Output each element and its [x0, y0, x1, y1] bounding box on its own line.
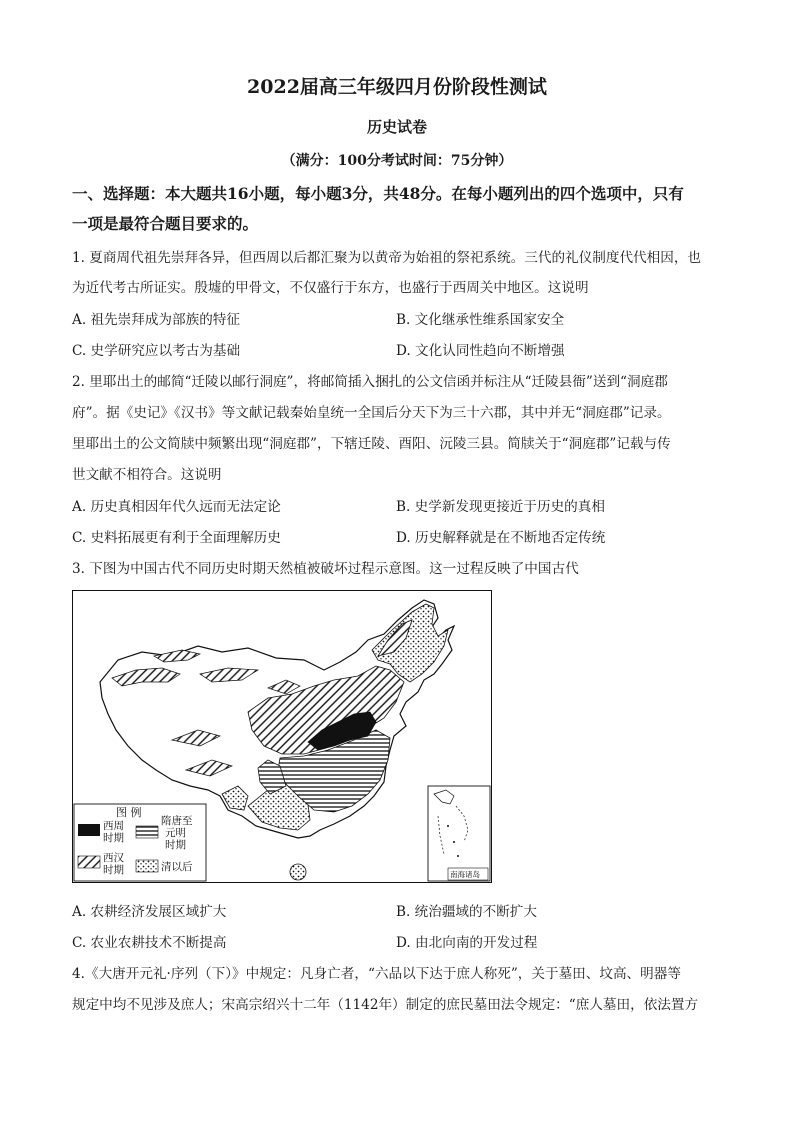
section-heading-line1: 一、选择题：本大题共16小题，每小题3分，共48分。在每小题列出的四个选项中，只有 — [72, 184, 684, 203]
q3-option-b[interactable]: B. 统治疆域的不断扩大 — [396, 904, 537, 920]
legend-label-sui-tang-2: 元明 — [165, 827, 186, 839]
legend-swatch-qing — [136, 860, 158, 872]
inset-label: 南海诸岛 — [450, 870, 480, 879]
legend-swatch-western-han — [78, 856, 100, 868]
legend-label-western-zhou-2: 时期 — [103, 832, 124, 844]
legend-title: 图 例 — [116, 806, 142, 819]
legend-label-western-han-1: 西汉 — [103, 852, 124, 864]
exam-title: 2022届高三年级四月份阶段性测试 — [247, 76, 547, 98]
q4-stem-line2: 规定中均不见涉及庶人；宋高宗绍兴十二年（1142年）制定的庶民墓田法令规定：“庶人墓田，依法置方 — [72, 997, 699, 1013]
q2-option-c[interactable]: C. 史料拓展更有利于全面理解历史 — [72, 530, 281, 546]
q3-option-c[interactable]: C. 农业农耕技术不断提高 — [72, 935, 227, 951]
legend-label-sui-tang-3: 时期 — [165, 839, 186, 851]
legend-label-sui-tang-1: 隋唐至 — [161, 815, 193, 827]
q2-option-a[interactable]: A. 历史真相因年代久远而无法定论 — [72, 499, 281, 515]
q3-option-d[interactable]: D. 由北向南的开发过程 — [396, 935, 538, 951]
q3-option-a[interactable]: A. 农耕经济发展区域扩大 — [72, 904, 227, 920]
q1-option-a[interactable]: A. 祖先崇拜成为部族的特征 — [72, 312, 240, 328]
q1-stem-line1: 1. 夏商周代祖先崇拜各异，但西周以后都汇聚为以黄帝为始祖的祭祀系统。三代的礼仪制度代代相因，也 — [72, 250, 702, 266]
q2-option-b[interactable]: B. 史学新发现更接近于历史的真相 — [396, 499, 605, 515]
q4-stem-line1: 4.《大唐开元礼·序列（下）》中规定：凡身亡者，“六品以下达于庶人称死”，关于墓田、坟高、明器等 — [72, 966, 681, 982]
south-china-sea-inset — [428, 786, 490, 881]
legend-label-western-han-2: 时期 — [103, 864, 124, 876]
exam-info: （满分：100分考试时间：75分钟） — [281, 153, 513, 169]
q1-option-c[interactable]: C. 史学研究应以考古为基础 — [72, 343, 241, 359]
q2-option-d[interactable]: D. 历史解释就是在不断地否定传统 — [396, 530, 606, 546]
q2-stem-line2: 府”。据《史记》《汉书》等文献记载秦始皇统一全国后分天下为三十六郡，其中并无“洞庭郡”记录。 — [72, 405, 671, 421]
q1-option-b[interactable]: B. 文化继承性维系国家安全 — [396, 312, 565, 328]
legend-label-western-zhou-1: 西周 — [103, 820, 124, 832]
legend-swatch-sui-tang — [136, 826, 158, 838]
q1-option-d[interactable]: D. 文化认同性趋向不断增强 — [396, 343, 565, 359]
section-heading-line2: 一项是最符合题目要求的。 — [72, 214, 259, 233]
q1-stem-line2: 为近代考古所证实。殷墟的甲骨文，不仅盛行于东方，也盛行于西周关中地区。这说明 — [72, 280, 589, 296]
legend-label-qing: 清以后 — [161, 861, 193, 873]
q2-stem-line4: 世文献不相符合。这说明 — [72, 467, 222, 483]
q2-stem-line3: 里耶出土的公文简牍中频繁出现“洞庭郡”，下辖迁陵、酉阳、沅陵三县。简牍关于“洞庭郡”记载与传 — [72, 436, 671, 452]
hainan-island — [290, 864, 306, 880]
map-legend — [74, 804, 206, 881]
vegetation-map — [72, 590, 492, 883]
exam-subject: 历史试卷 — [366, 118, 427, 136]
q3-stem-line1: 3. 下图为中国古代不同历史时期天然植被破坏过程示意图。这一过程反映了中国古代 — [72, 561, 579, 577]
legend-swatch-western-zhou — [78, 824, 100, 836]
q2-stem-line1: 2. 里耶出土的邮简“迁陵以邮行洞庭”，将邮简插入捆扎的公文信函并标注从“迁陵县衙”送到“洞庭郡 — [72, 374, 668, 390]
